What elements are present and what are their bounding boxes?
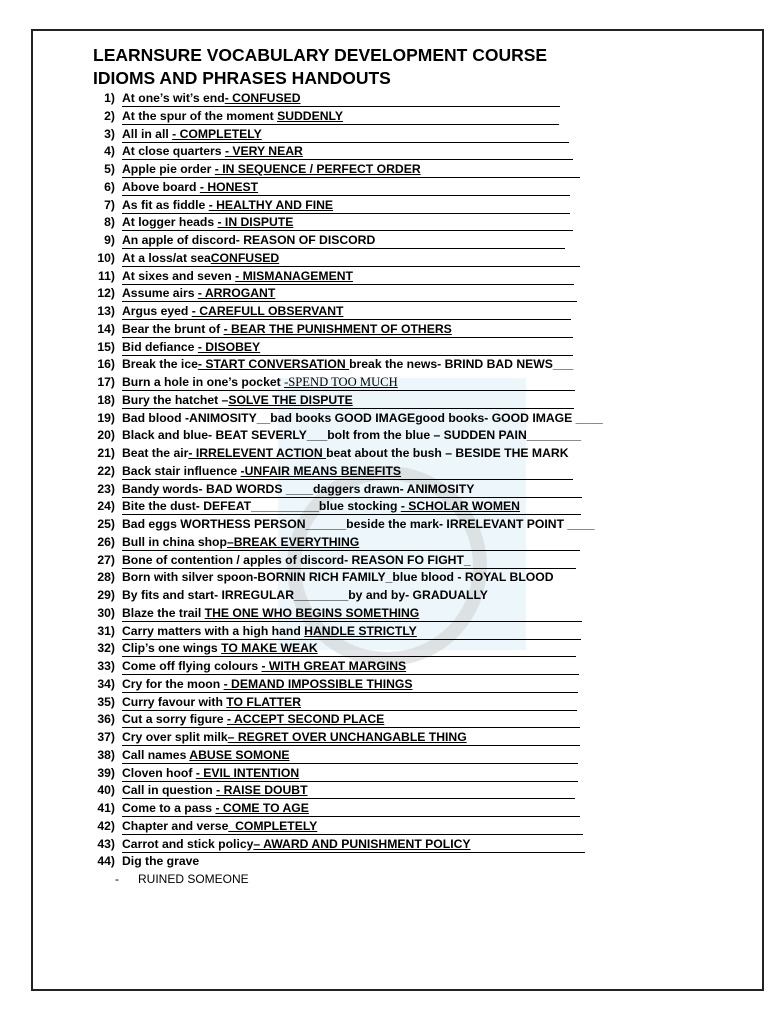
idiom-number: 13) — [97, 304, 115, 318]
idiom-prompt: Bear the brunt of — [122, 321, 224, 336]
idiom-prompt: At one’s wit’s end — [122, 91, 225, 105]
idiom-answer: - IRRELEVENT ACTION — [188, 446, 327, 460]
idiom-answer: - EVIL INTENTION — [195, 765, 300, 780]
idiom-prompt: Call names — [122, 747, 190, 762]
idiom-prompt: Black and blue- BEAT SEVERLY___bolt from the blue – SUDDEN PAIN________ — [122, 428, 581, 443]
idiom-prompt: Come to a pass — [122, 801, 216, 815]
idiom-row — [93, 463, 733, 481]
idiom-prompt: Cut a sorry figure — [122, 712, 227, 727]
idiom-prompt: Apple pie order — [122, 162, 215, 176]
idiom-row — [93, 232, 733, 250]
idiom-answer: - MISMANAGEMENT — [235, 268, 353, 283]
idiom-answer: - IN DISPUTE — [217, 215, 294, 230]
idiom-answer: -SPEND TOO MUCH — [284, 375, 398, 389]
idiom-row — [93, 179, 733, 197]
idiom-row — [93, 729, 733, 747]
idiom-prompt: Carry matters with a high hand — [122, 623, 305, 638]
idiom-number: 43) — [97, 836, 115, 851]
idiom-answer: - BEAR THE PUNISHMENT OF OTHERS — [223, 321, 452, 336]
idiom-text — [122, 498, 520, 516]
idiom-text — [122, 303, 343, 321]
idiom-number: 12) — [97, 286, 115, 301]
idiom-number: 21) — [97, 446, 115, 460]
final-note — [93, 871, 733, 889]
idiom-row — [93, 126, 733, 144]
idiom-text — [122, 339, 260, 357]
idiom-text — [122, 782, 308, 800]
idiom-prompt: An apple of discord- REASON OF DISCORD — [122, 233, 376, 247]
idiom-prompt: Break the ice — [122, 357, 198, 372]
idiom-prompt: Bad eggs WORTHESS PERSON______beside the mark- IRRELEVANT POINT ____ — [122, 517, 595, 531]
idiom-text — [122, 179, 258, 197]
idiom-text — [122, 143, 303, 161]
idiom-prompt: Argus eyed — [122, 304, 192, 318]
idiom-prompt: Bite the dust- DEFEAT__________blue stocking — [122, 499, 401, 514]
idiom-prompt: Bid defiance — [122, 339, 198, 354]
idiom-prompt: Bandy words- BAD WORDS ____daggers drawn- ANIMOSITY — [122, 481, 475, 496]
idiom-prompt: Clip’s one wings — [122, 641, 222, 656]
idiom-row — [93, 836, 733, 854]
idiom-prompt: All in all — [122, 126, 173, 141]
idiom-text — [122, 214, 293, 232]
idiom-text — [122, 711, 384, 729]
idiom-text — [122, 729, 467, 747]
idiom-text — [122, 285, 275, 303]
idiom-number: 24) — [97, 499, 115, 514]
idiom-row — [93, 605, 733, 623]
final-note-text: RUINED SOMEONE — [138, 872, 249, 886]
idiom-number: 41) — [97, 801, 115, 815]
idiom-number: 23) — [97, 481, 115, 496]
idiom-text — [122, 747, 290, 765]
idiom-prompt: By fits and start- IRREGULAR________by and by- GRADUALLY — [122, 588, 488, 602]
idiom-number: 22) — [97, 463, 115, 478]
idiom-row — [93, 392, 733, 410]
idiom-text — [122, 463, 401, 481]
idiom-answer: - HONEST — [199, 179, 259, 194]
idiom-answer: SOLVE THE DISPUTE — [228, 392, 353, 407]
idiom-number: 29) — [97, 588, 115, 602]
idiom-row — [93, 853, 733, 871]
idiom-number: 14) — [97, 321, 115, 336]
idiom-row — [93, 374, 733, 392]
idiom-text — [122, 765, 299, 783]
idiom-row — [93, 321, 733, 339]
idiom-number: 19) — [97, 410, 115, 425]
idiom-list — [93, 90, 733, 871]
idiom-text — [122, 481, 474, 499]
idiom-answer: - START CONVERSATION — [197, 357, 350, 372]
idiom-text — [122, 356, 573, 374]
idiom-text — [122, 516, 595, 534]
idiom-row — [93, 285, 733, 303]
idiom-text — [122, 694, 301, 712]
idiom-text — [122, 108, 343, 126]
idiom-answer: - WITH GREAT MARGINS — [261, 659, 407, 673]
idiom-text — [122, 268, 353, 286]
idiom-number: 16) — [97, 357, 115, 372]
idiom-text — [122, 836, 471, 854]
idiom-prompt: Bad blood -ANIMOSITY__bad books GOOD IMAGEgood books- GOOD IMAGE ____ — [122, 410, 603, 425]
idiom-answer: - COME TO AGE — [215, 801, 309, 815]
idiom-number: 40) — [97, 783, 115, 798]
idiom-text — [122, 623, 417, 641]
idiom-number: 6) — [104, 179, 115, 194]
idiom-row — [93, 498, 733, 516]
idiom-text — [122, 126, 262, 144]
idiom-row — [93, 623, 733, 641]
idiom-answer: SUDDENLY — [277, 108, 343, 123]
document-title: LEARNSURE VOCABULARY DEVELOPMENT COURSE — [93, 45, 548, 65]
idiom-row — [93, 481, 733, 499]
idiom-row — [93, 268, 733, 286]
idiom-row — [93, 214, 733, 232]
idiom-number: 1) — [104, 91, 115, 105]
idiom-text — [122, 853, 199, 871]
idiom-answer: - CONFUSED — [224, 91, 301, 105]
idiom-number: 36) — [97, 712, 115, 727]
idiom-text — [122, 569, 554, 587]
idiom-row — [93, 516, 733, 534]
idiom-text — [122, 161, 421, 179]
idiom-number: 32) — [97, 641, 115, 656]
idiom-prompt: Call in question — [122, 783, 217, 798]
idiom-row — [93, 552, 733, 570]
idiom-prompt: Carrot and stick policy — [122, 836, 254, 851]
idiom-number: 28) — [97, 570, 115, 585]
idiom-answer: - SCHOLAR WOMEN — [400, 499, 520, 514]
idiom-answer: TO FLATTER — [226, 694, 301, 709]
idiom-text — [122, 232, 375, 250]
idiom-number: 33) — [97, 659, 115, 673]
idiom-text — [122, 445, 569, 463]
idiom-number: 18) — [97, 392, 115, 407]
idiom-answer: _COMPLETELY — [228, 818, 318, 833]
idiom-answer: - COMPLETELY — [172, 126, 262, 141]
idiom-answer: - DEMAND IMPOSSIBLE THINGS — [223, 676, 413, 691]
idiom-row — [93, 356, 733, 374]
idiom-prompt: Above board — [122, 179, 200, 194]
idiom-number: 39) — [97, 765, 115, 780]
idiom-prompt: Beat the air — [122, 446, 189, 460]
idiom-number: 10) — [97, 250, 115, 265]
idiom-row — [93, 534, 733, 552]
idiom-answer: CONFUSED — [210, 250, 280, 265]
idiom-row — [93, 143, 733, 161]
idiom-prompt: At sixes and seven — [122, 268, 236, 283]
idiom-row — [93, 818, 733, 836]
idiom-text — [122, 250, 279, 268]
idiom-answer: - IN SEQUENCE / PERFECT ORDER — [214, 162, 421, 176]
idiom-row — [93, 197, 733, 215]
idiom-row — [93, 427, 733, 445]
idiom-row — [93, 782, 733, 800]
idiom-text — [122, 90, 301, 108]
idiom-row — [93, 303, 733, 321]
idiom-row — [93, 445, 733, 463]
idiom-row — [93, 410, 733, 428]
idiom-row — [93, 250, 733, 268]
idiom-answer: - DISOBEY — [197, 339, 261, 354]
idiom-row — [93, 676, 733, 694]
idiom-number: 17) — [97, 375, 115, 389]
idiom-prompt: Come off flying colours — [122, 659, 262, 673]
idiom-number: 11) — [98, 268, 115, 283]
idiom-answer: - ARROGANT — [197, 286, 276, 301]
idiom-row — [93, 800, 733, 818]
idiom-number: 9) — [104, 233, 115, 247]
idiom-answer: ABUSE SOMONE — [189, 747, 290, 762]
idiom-row — [93, 747, 733, 765]
idiom-text — [122, 818, 317, 836]
idiom-answer: - VERY NEAR — [224, 144, 303, 159]
idiom-answer: –BREAK EVERYTHING — [226, 534, 360, 549]
idiom-number: 42) — [97, 818, 115, 833]
idiom-answer: – AWARD AND PUNISHMENT POLICY — [253, 836, 471, 851]
idiom-number: 2) — [104, 108, 115, 123]
idiom-prompt: Bone of contention / apples of discord- REASON FO FIGHT_ — [122, 552, 471, 567]
idiom-number: 30) — [97, 605, 115, 620]
idiom-prompt: As fit as fiddle — [122, 197, 209, 212]
idiom-text — [122, 605, 419, 623]
final-note-dash: - — [115, 872, 119, 886]
document-subtitle: IDIOMS AND PHRASES HANDOUTS — [93, 68, 391, 88]
idiom-answer: THE ONE WHO BEGINS SOMETHING — [204, 605, 420, 620]
idiom-row — [93, 694, 733, 712]
idiom-row — [93, 765, 733, 783]
idiom-prompt: Born with silver spoon-BORNIN RICH FAMILY_blue blood - ROYAL BLOOD — [122, 570, 554, 585]
idiom-number: 8) — [104, 215, 115, 230]
idiom-row — [93, 108, 733, 126]
idiom-number: 37) — [97, 730, 115, 744]
idiom-prompt: Blaze the trail — [122, 605, 205, 620]
idiom-number: 31) — [97, 623, 115, 638]
idiom-row — [93, 711, 733, 729]
idiom-extra: beat about the bush – BESIDE THE MARK — [326, 446, 569, 460]
idiom-number: 27) — [97, 552, 115, 567]
idiom-text — [122, 640, 318, 658]
idiom-number: 35) — [97, 694, 115, 709]
idiom-answer: – REGRET OVER UNCHANGABLE THING — [227, 730, 467, 744]
idiom-number: 3) — [104, 126, 115, 141]
idiom-row — [93, 640, 733, 658]
idiom-answer: TO MAKE WEAK — [221, 641, 318, 656]
idiom-prompt: Chapter and verse — [122, 818, 229, 833]
idiom-prompt: At close quarters — [122, 144, 225, 159]
idiom-prompt: Cloven hoof — [122, 765, 196, 780]
idiom-prompt: At the spur of the moment — [122, 108, 278, 123]
idiom-answer: -UNFAIR MEANS BENEFITS — [240, 463, 402, 478]
idiom-extra: break the news- BRIND BAD NEWS___ — [349, 357, 574, 372]
idiom-text — [122, 392, 353, 410]
idiom-text — [122, 534, 359, 552]
idiom-text — [122, 427, 581, 445]
idiom-text — [122, 374, 398, 392]
idiom-row — [93, 658, 733, 676]
idiom-number: 26) — [97, 534, 115, 549]
idiom-number: 7) — [104, 197, 115, 212]
idiom-prompt: Burn a hole in one’s pocket — [122, 375, 285, 389]
idiom-number: 25) — [97, 517, 115, 531]
handout-content — [93, 44, 733, 889]
idiom-prompt: Cry over split milk — [122, 730, 228, 744]
idiom-number: 20) — [97, 428, 115, 443]
idiom-prompt: Cry for the moon — [122, 676, 224, 691]
idiom-prompt: Back stair influence — [122, 463, 241, 478]
idiom-text — [122, 552, 471, 570]
idiom-text — [122, 410, 603, 428]
idiom-answer: - ACCEPT SECOND PLACE — [226, 712, 385, 727]
idiom-answer: HANDLE STRICTLY — [304, 623, 417, 638]
idiom-number: 5) — [104, 162, 115, 176]
idiom-row — [93, 587, 733, 605]
idiom-number: 38) — [97, 747, 115, 762]
idiom-prompt: Bull in china shop — [122, 534, 227, 549]
idiom-text — [122, 676, 413, 694]
idiom-prompt: Curry favour with — [122, 694, 227, 709]
idiom-number: 44) — [97, 854, 115, 869]
idiom-text — [122, 658, 406, 676]
idiom-prompt: Bury the hatchet – — [122, 392, 229, 407]
idiom-number: 4) — [104, 144, 115, 159]
idiom-answer: - HEALTHY AND FINE — [208, 197, 334, 212]
idiom-prompt: At logger heads — [122, 215, 218, 230]
idiom-text — [122, 321, 452, 339]
idiom-text — [122, 197, 333, 215]
idiom-prompt: Assume airs — [122, 286, 198, 301]
idiom-row — [93, 90, 733, 108]
idiom-text — [122, 587, 488, 605]
idiom-prompt: At a loss/at sea — [122, 250, 211, 265]
idiom-row — [93, 569, 733, 587]
idiom-answer: - CAREFULL OBSERVANT — [191, 304, 344, 318]
idiom-prompt: Dig the grave — [122, 854, 200, 869]
idiom-number: 34) — [97, 676, 115, 691]
idiom-answer: - RAISE DOUBT — [216, 783, 308, 798]
idiom-number: 15) — [97, 339, 115, 354]
idiom-row — [93, 339, 733, 357]
idiom-text — [122, 800, 309, 818]
idiom-row — [93, 161, 733, 179]
